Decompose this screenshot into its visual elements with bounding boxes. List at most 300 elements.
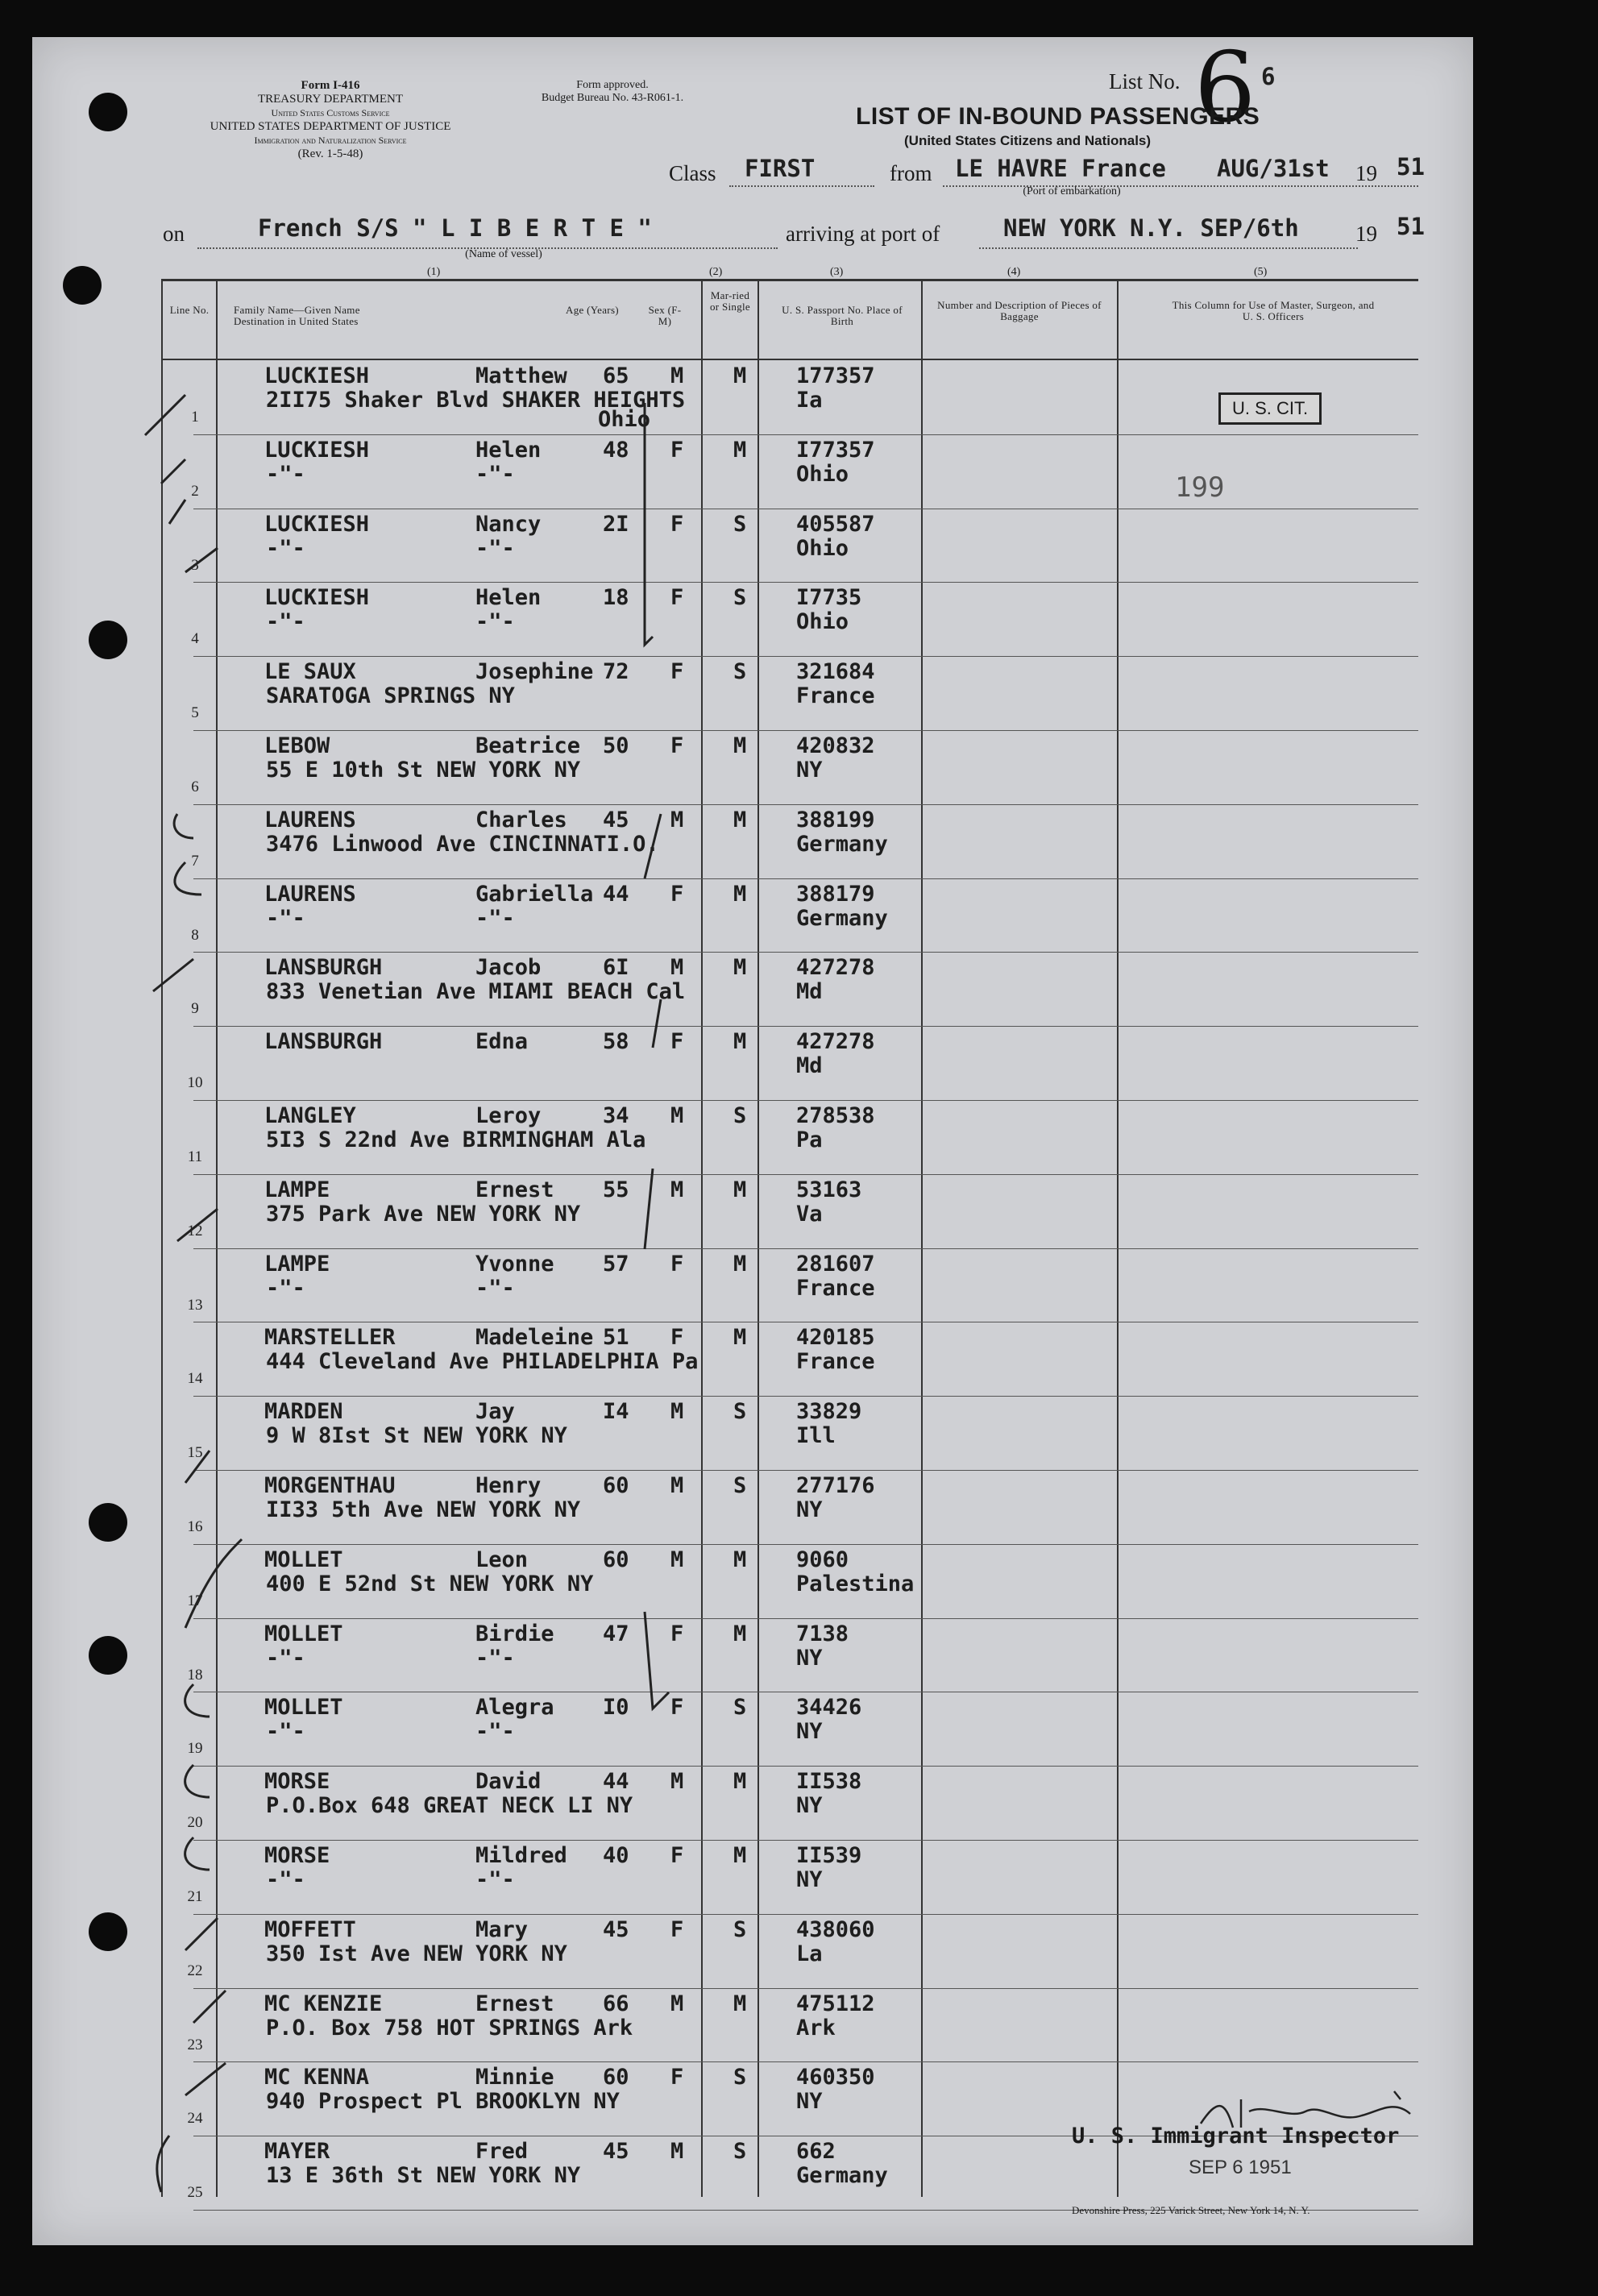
passport-number: 662 [796,2139,836,2165]
printer-imprint: Devonshire Press, 225 Varick Street, New York 14, N. Y. [1072,2204,1310,2216]
sex: F [670,733,684,758]
marital-status: M [733,437,747,463]
destination: -"- [266,609,305,635]
marital-status: M [733,1843,747,1868]
place-of-birth: Va [796,1201,823,1227]
given-name: Charles [475,807,567,832]
place-of-birth: Ill [796,1423,836,1449]
passport-number: II538 [796,1769,862,1795]
passport-number: 321684 [796,659,875,685]
family-name: MC KENNA [264,2065,370,2090]
sex: M [670,1177,684,1202]
col-header-line-no: Line No. [169,304,210,316]
passport-number: 388199 [796,807,875,832]
punch-hole [89,1636,127,1675]
arrival-year: 51 [1397,213,1425,240]
table-row-divider [193,878,1418,879]
marital-status: S [733,1916,747,1942]
sex: F [670,1695,684,1721]
immigration-service: Immigration and Naturalization Service [254,135,407,146]
year-prefix-2: 19 [1355,222,1377,246]
form-title: LIST OF IN-BOUND PASSENGERS [856,103,1260,130]
justice-dept: UNITED STATES DEPARTMENT OF JUSTICE [210,120,451,133]
table-row-divider [193,1618,1418,1619]
line-number: 23 [187,2036,203,2053]
age: 44 [603,1769,629,1795]
marital-status: S [733,1399,747,1425]
place-of-birth: Md [796,1053,823,1079]
family-name: LAMPE [264,1177,330,1202]
line-number: 5 [191,704,199,722]
place-of-birth: NY [796,1719,823,1745]
col-header-baggage: Number and Description of Pieces of Baggage [937,299,1102,322]
place-of-birth: NY [796,1497,823,1522]
destination: 444 Cleveland Ave PHILADELPHIA Pa [266,1349,699,1375]
table-row-divider [193,1396,1418,1397]
age: 34 [603,1103,629,1128]
col-num-4: (4) [1007,266,1021,278]
col-divider [921,279,923,2197]
place-of-birth: Ohio [796,461,849,487]
destination: -"- [266,535,305,561]
place-of-birth: NY [796,758,823,783]
age: 50 [603,733,629,758]
col-divider [701,279,703,2197]
given-name: Nancy [475,511,542,537]
given-name-ditto: -"- [475,1645,515,1671]
place-of-birth: NY [796,1645,823,1671]
table-header-border [161,359,1418,360]
given-name-ditto: -"- [475,1719,515,1745]
age: 45 [603,2139,629,2165]
passport-number: I77357 [796,437,875,463]
table-row-divider [193,1248,1418,1249]
marital-status: M [733,807,747,832]
age: I0 [603,1695,629,1721]
destination: -"- [266,1275,305,1301]
table-row-divider [193,1026,1418,1027]
marital-status: M [733,1325,747,1351]
family-name: MAYER [264,2139,330,2165]
place-of-birth: Ohio [796,609,849,635]
passport-number: 427278 [796,955,875,981]
family-name: LUCKIESH [264,363,370,388]
inspector-signature [1193,2083,1451,2140]
sex: M [670,1103,684,1128]
sex: M [670,1547,684,1572]
line-number: 11 [187,1148,203,1165]
family-name: MOLLET [264,1547,343,1572]
punch-hole [63,266,102,305]
col-divider [757,279,759,2197]
line-number: 17 [187,1592,203,1609]
place-of-birth: NY [796,1867,823,1892]
col-header-age: Age (Years) [566,304,619,316]
age: 44 [603,881,629,907]
col-num-2: (2) [709,266,723,278]
line-number: 20 [187,1814,203,1832]
marital-status: M [733,955,747,981]
family-name: MORSE [264,1769,330,1795]
table-row-divider [193,952,1418,953]
sex: F [670,2065,684,2090]
line-number: 6 [191,778,199,795]
line-number: 22 [187,1962,203,1979]
treasury-dept: TREASURY DEPARTMENT [257,93,404,106]
destination: 13 E 36th St NEW YORK NY [266,2163,581,2189]
sex: F [670,585,684,611]
sex: M [670,1473,684,1498]
embark-port: LE HAVRE France [955,155,1166,182]
passport-number: 281607 [796,1251,875,1277]
col-header-name [234,305,360,327]
marital-status: M [733,1251,747,1277]
table-row-divider [193,730,1418,731]
age: 55 [603,1177,629,1202]
arrival-port: NEW YORK N.Y. SEP/6th [1003,214,1299,242]
age: 66 [603,1991,629,2016]
destination: 375 Park Ave NEW YORK NY [266,1201,581,1227]
marital-status: S [733,659,747,685]
family-name: LUCKIESH [264,585,370,611]
col-header-destination: Destination in United States [234,315,359,327]
marital-status: M [733,1769,747,1795]
given-name-ditto: -"- [475,1275,515,1301]
age: 48 [603,437,629,463]
col-num-3: (3) [830,266,844,278]
arriving-label: arriving at port of [786,222,940,246]
marital-status: S [733,1695,747,1721]
marital-status: M [733,733,747,758]
given-name: Helen [475,437,542,463]
check-marks [137,363,250,2216]
destination: -"- [266,1867,305,1892]
sex: M [670,363,684,388]
sex: M [670,1769,684,1795]
age: 58 [603,1029,629,1055]
passport-number: II539 [796,1843,862,1868]
place-of-birth: Ia [796,388,823,413]
line-number: 13 [187,1296,203,1314]
family-name: MOFFETT [264,1916,356,1942]
list-no-label: List No. [1109,69,1181,93]
passport-number: 388179 [796,881,875,907]
count-stamp: 199 [1175,471,1225,504]
passport-number: 475112 [796,1991,875,2016]
passport-number: 277176 [796,1473,875,1498]
given-name-ditto: -"- [475,461,515,487]
passport-number: I7735 [796,585,862,611]
family-name: MORGENTHAU [264,1473,396,1498]
marital-status: M [733,363,747,388]
age: I4 [603,1399,629,1425]
family-name: LAURENS [264,881,356,907]
age: 45 [603,1916,629,1942]
passport-number: 9060 [796,1547,849,1572]
family-name: MOLLET [264,1695,343,1721]
marital-status: S [733,585,747,611]
passport-number: 460350 [796,2065,875,2090]
destination: 9 W 8Ist St NEW YORK NY [266,1423,567,1449]
line-number: 15 [187,1444,203,1462]
destination: 2II75 Shaker Blvd SHAKER HEIGHTS [266,388,686,413]
destination-line-2: Ohio [598,407,651,432]
age: 18 [603,585,629,611]
col-header-officers: This Column for Use of Master, Surgeon, and U. S. Officers [1172,299,1375,322]
table-row-divider [193,1914,1418,1915]
place-of-birth: Palestina [796,1571,915,1596]
table-row-divider [193,1470,1418,1471]
destination: 5I3 S 22nd Ave BIRMINGHAM Ala [266,1127,646,1152]
sex: F [670,1843,684,1868]
given-name: Mildred [475,1843,567,1868]
on-label: on [163,222,185,246]
destination: 400 E 52nd St NEW YORK NY [266,1571,594,1596]
family-name: LEBOW [264,733,330,758]
form-number: Form I-416 [301,79,360,92]
passport-number: 427278 [796,1029,875,1055]
us-citizen-stamp: U. S. CIT. [1218,392,1322,425]
punch-hole [89,93,127,131]
given-name: Josephine [475,659,594,685]
form-approved: Form approved. [576,79,649,91]
sex: F [670,1251,684,1277]
col-header-married: Mar-ried or Single [709,289,750,313]
family-name: MARSTELLER [264,1325,396,1351]
given-name-ditto: -"- [475,609,515,635]
table-row-divider [193,1766,1418,1767]
marital-status: M [733,1177,747,1202]
given-name: Fred [475,2139,529,2165]
marital-status: S [733,2139,747,2165]
punch-hole [89,1912,127,1951]
family-name: LE SAUX [264,659,356,685]
vessel-caption: (Name of vessel) [465,248,542,260]
age: 51 [603,1325,629,1351]
list-no-handwritten: 6 [1194,32,1256,144]
family-name: LAURENS [264,807,356,832]
age: 60 [603,2065,629,2090]
given-name: Edna [475,1029,529,1055]
given-name: Jay [475,1399,515,1425]
destination: -"- [266,905,305,931]
passport-number: 34426 [796,1695,862,1721]
passport-number: 420185 [796,1325,875,1351]
family-name: LUCKIESH [264,511,370,537]
family-name: MARDEN [264,1399,343,1425]
form-header-left [161,79,500,161]
given-name: Beatrice [475,733,581,758]
age: 60 [603,1473,629,1498]
table-row-divider [193,582,1418,583]
given-name: Madeleine [475,1325,594,1351]
sex: F [670,1916,684,1942]
passport-number: 53163 [796,1177,862,1202]
vessel-name: French S/S " L I B E R T E " [258,214,652,242]
line-number: 21 [187,1888,203,1905]
destination: -"- [266,461,305,487]
given-name: Mary [475,1916,529,1942]
age-ticks [612,403,693,1773]
family-name: MORSE [264,1843,330,1868]
col-num-1: (1) [427,266,441,278]
depart-date: AUG/31st [1217,155,1330,182]
sex: F [670,1621,684,1646]
table-top-border [161,279,1418,281]
place-of-birth: Ark [796,2015,836,2041]
place-of-birth: Germany [796,2163,888,2189]
sex: F [670,437,684,463]
given-name: Alegra [475,1695,554,1721]
revision: (Rev. 1-5-48) [297,147,363,160]
place-of-birth: Germany [796,905,888,931]
given-name: Ernest [475,1991,554,2016]
punch-hole [89,1503,127,1542]
destination: II33 5th Ave NEW YORK NY [266,1497,581,1522]
budget-bureau: Budget Bureau No. 43-R061-1. [541,92,684,104]
passport-number: 7138 [796,1621,849,1646]
place-of-birth: Ohio [796,535,849,561]
age: 65 [603,363,629,388]
col-num-5: (5) [1254,266,1268,278]
given-name: Birdie [475,1621,554,1646]
place-of-birth: La [796,1941,823,1966]
year-prefix: 19 [1355,161,1377,185]
given-name: Matthew [475,363,567,388]
passport-number: 405587 [796,511,875,537]
from-label: from [890,161,932,185]
marital-status: S [733,1103,747,1128]
col-header-name-label: Family Name—Given Name [234,304,360,316]
destination: P.O. Box 758 HOT SPRINGS Ark [266,2015,633,2041]
table-row-divider [193,2061,1418,2062]
passport-number: 177357 [796,363,875,388]
given-name: Minnie [475,2065,554,2090]
given-name: David [475,1769,542,1795]
sex: M [670,807,684,832]
destination: 940 Prospect Pl BROOKLYN NY [266,2089,620,2115]
list-no-value: 6 [1261,63,1276,90]
col-divider [1117,279,1119,2197]
inspection-date-stamp: SEP 6 1951 [1189,2157,1292,2178]
line-number: 12 [187,1222,203,1239]
place-of-birth: France [796,1275,875,1301]
sex: M [670,1991,684,2016]
place-of-birth: France [796,683,875,709]
place-of-birth: Md [796,979,823,1005]
table-row-divider [193,1100,1418,1101]
marital-status: M [733,1991,747,2016]
col-header-passport: U. S. Passport No. Place of Birth [782,304,903,327]
line-number: 25 [187,2184,203,2202]
place-of-birth: NY [796,2089,823,2115]
family-name: LANSBURGH [264,1029,383,1055]
sex: M [670,1399,684,1425]
customs-service: United States Customs Service [271,107,390,118]
punch-hole [89,621,127,659]
passport-number: 278538 [796,1103,875,1128]
family-name: LAMPE [264,1251,330,1277]
sex: F [670,511,684,537]
place-of-birth: France [796,1349,875,1375]
given-name-ditto: -"- [475,535,515,561]
place-of-birth: Germany [796,831,888,857]
destination: 350 Ist Ave NEW YORK NY [266,1941,567,1966]
marital-status: M [733,881,747,907]
family-name: MOLLET [264,1621,343,1646]
age: 60 [603,1547,629,1572]
depart-year: 51 [1397,153,1425,181]
port-caption: (Port of embarkation) [1023,185,1121,197]
table-row-divider [193,1988,1418,1989]
inspector-label: U. S. Immigrant Inspector [1072,2124,1400,2149]
line-number: 1 [191,409,199,426]
table-row-divider [193,1174,1418,1175]
sex: F [670,659,684,685]
given-name-ditto: -"- [475,1867,515,1892]
marital-status: S [733,1473,747,1498]
col-header-sex: Sex (F-M) [648,304,682,327]
line-number: 18 [187,1666,203,1684]
age: 40 [603,1843,629,1868]
marital-status: M [733,1621,747,1646]
age: 57 [603,1251,629,1277]
line-number: 9 [191,1000,199,1018]
sex: M [670,955,684,981]
passport-number: 438060 [796,1916,875,1942]
given-name: Ernest [475,1177,554,1202]
table-row-divider [193,1840,1418,1841]
given-name: Leroy [475,1103,542,1128]
class-value: FIRST [745,155,816,182]
passport-number: 420832 [796,733,875,758]
table-row-divider [193,656,1418,657]
age: 2I [603,511,629,537]
marital-status: S [733,511,747,537]
given-name: Leon [475,1547,529,1572]
age: 72 [603,659,629,685]
destination: 3476 Linwood Ave CINCINNATI.O. [266,831,659,857]
marital-status: M [733,1547,747,1572]
family-name: LANSBURGH [264,955,383,981]
line-number: 4 [191,630,199,648]
age: 47 [603,1621,629,1646]
destination: 55 E 10th St NEW YORK NY [266,758,581,783]
form-approval [508,79,717,105]
destination: -"- [266,1719,305,1745]
table-row-divider [193,1544,1418,1545]
given-name: Helen [475,585,542,611]
given-name: Jacob [475,955,542,981]
class-label: Class [669,161,716,185]
line-number: 16 [187,1518,203,1535]
place-of-birth: NY [796,1793,823,1819]
destination: P.O.Box 648 GREAT NECK LI NY [266,1793,633,1819]
marital-status: M [733,1029,747,1055]
passport-number: 33829 [796,1399,862,1425]
age: 45 [603,807,629,832]
family-name: MC KENZIE [264,1991,383,2016]
marital-status: S [733,2065,747,2090]
sex: F [670,1029,684,1055]
line-number: 2 [191,482,199,500]
line-number: 19 [187,1740,203,1758]
line-number: 3 [191,556,199,574]
destination: 833 Venetian Ave MIAMI BEACH Cal [266,979,686,1005]
table-row-divider [193,434,1418,435]
sex: F [670,1325,684,1351]
given-name: Gabriella [475,881,594,907]
